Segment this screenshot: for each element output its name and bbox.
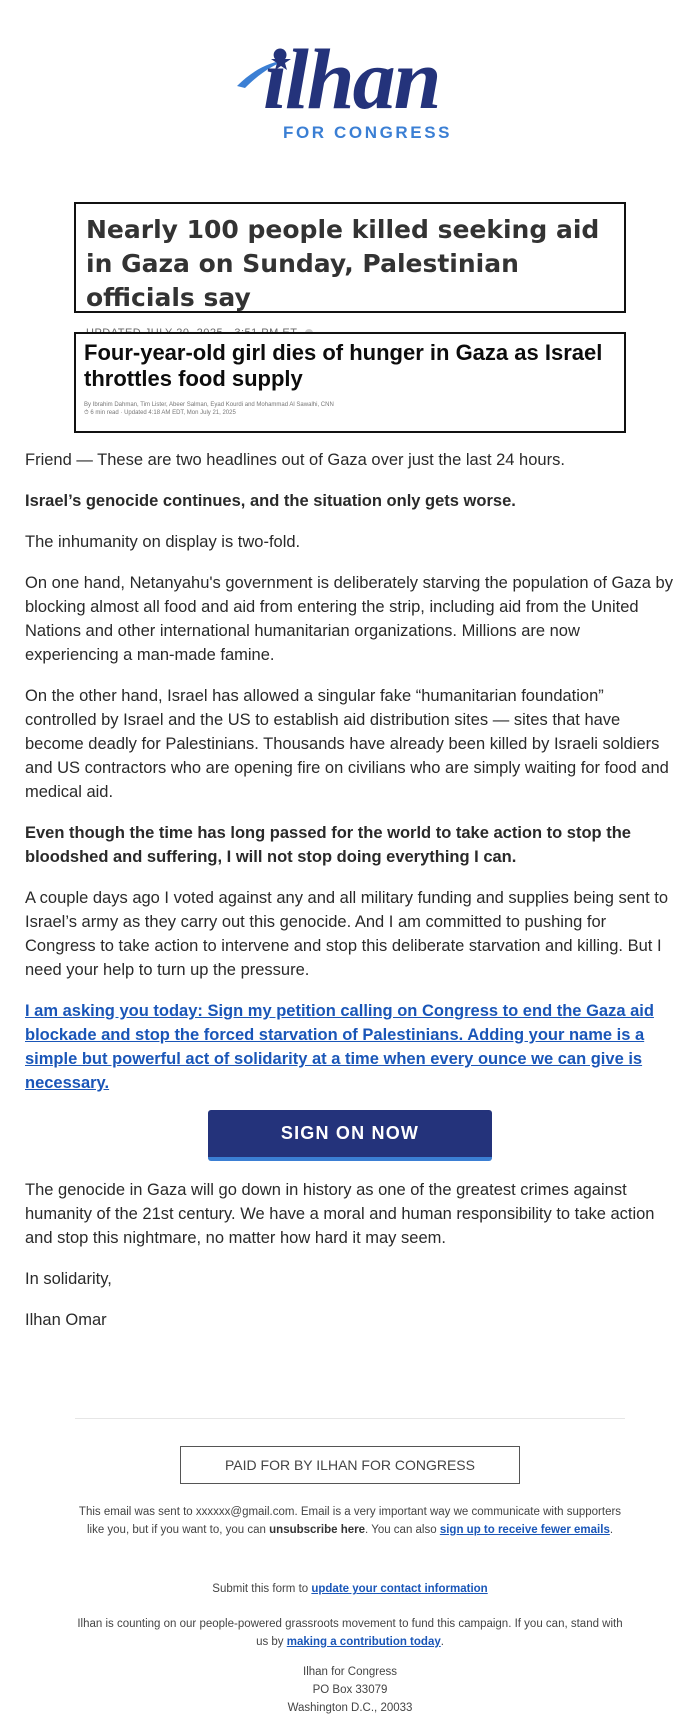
paragraph-two-fold: The inhumanity on display is two-fold.: [25, 533, 301, 551]
headline-image-npr: [74, 202, 626, 313]
unsubscribe-link[interactable]: unsubscribe here: [269, 1524, 366, 1536]
clock-icon: ⏱: [84, 410, 89, 416]
address-name: Ilhan for Congress: [303, 1666, 397, 1678]
recipient-email: xxxxxx@gmail.com: [195, 1506, 295, 1518]
paragraph-bold-genocide: Israel’s genocide continues, and the situation only gets worse.: [25, 492, 516, 510]
logo-subtitle: FOR CONGRESS: [283, 123, 453, 142]
headline-title: Nearly 100 people killed seeking aid in Gaza on Sunday, Palestinian officials say: [86, 215, 600, 312]
paragraph-bold-action: Even though the time has long passed for the world to take action to stop the bloodshed and suffering, I will not stop doing everything I can.: [25, 824, 631, 866]
footer-update-info: Submit this form to update your contact information: [212, 1583, 488, 1595]
paragraph-history: The genocide in Gaza will go down in history as one of the greatest crimes against humanity of the 21st century. We have a moral and human responsibility to take action and stop this nightmare, no matter how hard it may seem.: [25, 1181, 655, 1247]
email-body: [25, 448, 675, 1349]
signature: Ilhan Omar: [25, 1311, 107, 1329]
headline-title: Four-year-old girl dies of hunger in Gaza as Israel throttles food supply: [84, 340, 603, 391]
address-box: PO Box 33079: [312, 1684, 388, 1696]
paragraph-starvation: On one hand, Netanyahu's government is deliberately starving the population of Gaza by blocking almost all food and aid from entering the strip, including aid from the United Nations and other international humanitarian organizations. Millions are now experiencing a man-made famine.: [25, 574, 673, 664]
headline-byline: By Ibrahim Dahman, Tim Lister, Abeer Salman, Eyad Kourdi and Mohammad Al Sawalhi, CNN: [84, 402, 334, 408]
ilhan-logo[interactable]: [235, 31, 475, 142]
contribution-link[interactable]: making a contribution today: [286, 1636, 441, 1648]
closing: In solidarity,: [25, 1270, 112, 1288]
paragraph-vote: A couple days ago I voted against any and all military funding and supplies being sent to Israel’s army as they carry out this genocide. And I am committed to pushing for Congress to take action to intervene and stop this deliberate starvation and killing. But I need your help to turn up the pressure.: [25, 889, 669, 979]
footer-sent-to: This email was sent to xxxxxx@gmail.com. Email is a very important way we communicate with supporters like you, but if you want to, you can unsubscribe here. You can also sign up to receive fewer emails.: [78, 1506, 622, 1536]
address-city: Washington D.C., 20033: [287, 1702, 413, 1714]
footer-contribution: Ilhan is counting on our people-powered grassroots movement to fund this campaign. If you can, stand with us by making a contribution today.: [77, 1618, 623, 1648]
footer-address: [70, 1663, 630, 1717]
button-wrap: [25, 1110, 675, 1161]
headline-updated: ⏱ 6 min read · Updated 4:18 AM EDT, Mon July 21, 2025: [84, 410, 236, 416]
paid-for-box: PAID FOR BY ILHAN FOR CONGRESS: [180, 1446, 520, 1484]
petition-link[interactable]: I am asking you today: Sign my petition calling on Congress to end the Gaza aid blockade and stop the forced starvation of Palestinians. Adding your name is a simple but powerful act of solidarity at a time when every ounce we can give is necessary.: [25, 1002, 654, 1092]
sign-on-now-button[interactable]: SIGN ON NOW: [208, 1110, 492, 1161]
update-contact-link[interactable]: update your contact information: [311, 1583, 488, 1595]
paragraph-intro: Friend — These are two headlines out of Gaza over just the last 24 hours.: [25, 451, 565, 469]
footer-divider: [75, 1418, 625, 1419]
cta-paragraph: [25, 999, 675, 1095]
headline-image-cnn: [74, 332, 626, 433]
logo-wordmark: ilhan: [263, 31, 440, 127]
paragraph-aid-sites: On the other hand, Israel has allowed a singular fake “humanitarian foundation” controlled by Israel and the US to establish aid distribution sites — sites that have become deadly for Palestinians. Thousands have already been killed by Israeli soldiers and US contractors who are opening fire on civilians who are simply waiting for food and medical aid.: [25, 687, 669, 801]
fewer-emails-link[interactable]: sign up to receive fewer emails: [439, 1524, 610, 1536]
